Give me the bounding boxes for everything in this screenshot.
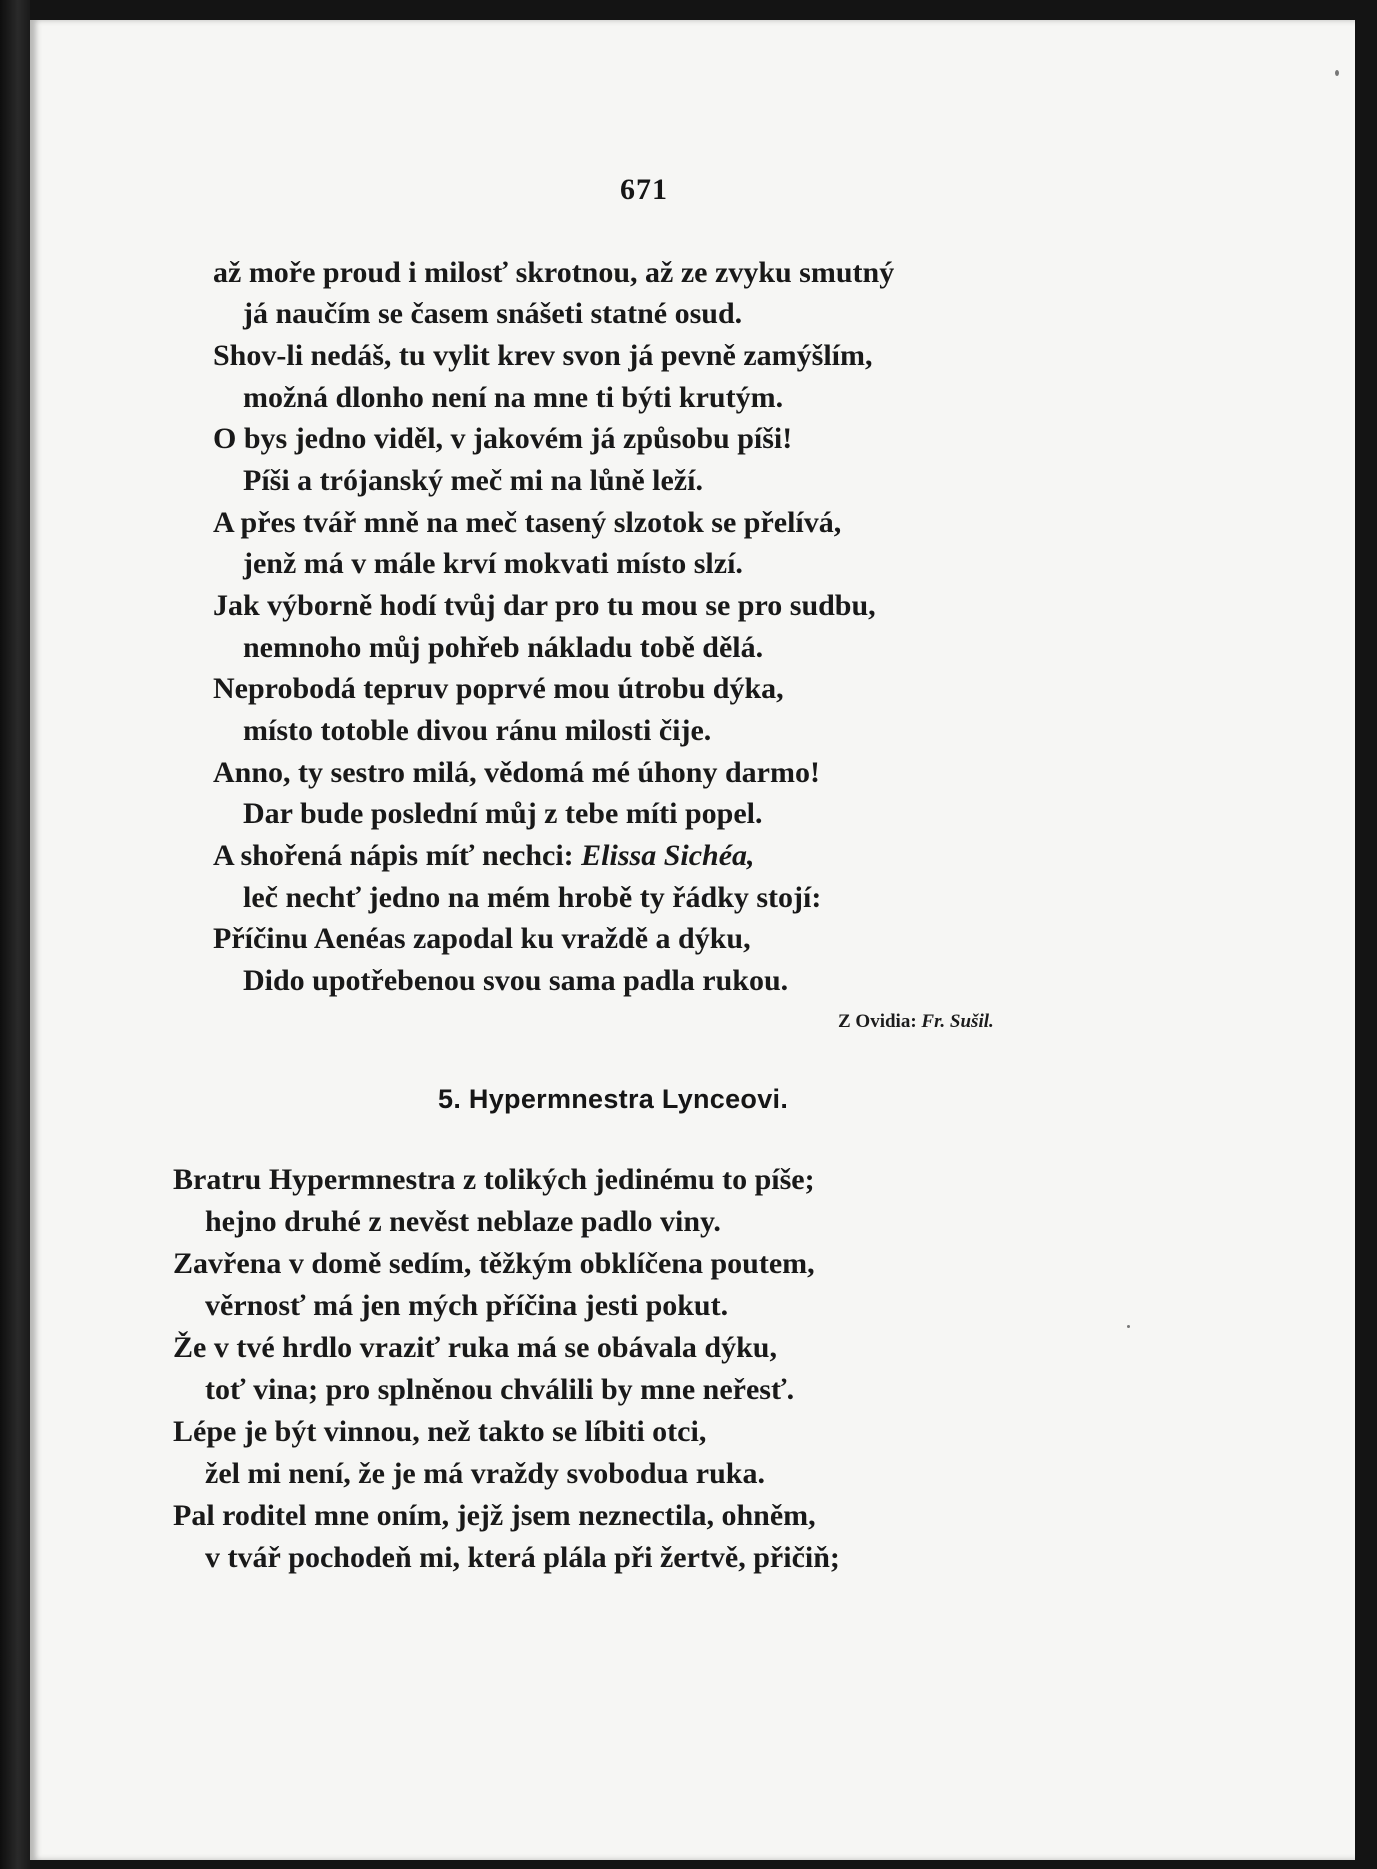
dust-speck [1127,1325,1130,1328]
poem-line: Dido upotřebenou svou sama padla rukou. [243,964,789,997]
poem-line: já naučím se časem snášeti statné osud. [243,297,743,330]
poem-line [213,841,755,871]
poem-line: Bratru Hypermnestra z tolikých jedinému to píše; [173,1163,815,1196]
poem-line: A přes tvář mně na meč tasený slzotok se přelívá, [213,506,842,539]
poem-line: jenž má v mále krví mokvati místo slzí. [243,547,743,580]
poem-line: hejno druhé z nevěst neblaze padlo viny. [205,1205,721,1238]
poem-line: leč nechť jedno na mém hrobě ty řádky stojí: [243,881,822,914]
poem-line: toť vina; pro splněnou chválili by mne neřesť. [205,1373,795,1406]
inscription-italic: Elissa Sichéa, [581,839,755,872]
poem-line: věrnosť má jen mých příčina jesti pokut. [205,1289,729,1322]
poem-line: Neprobodá tepruv poprvé mou útrobu dýka, [213,672,784,705]
poem-line: možná dlonho není na mne ti býti krutým. [243,381,784,414]
poem-line: až moře proud i milosť skrotnou, až ze zvyku smutný [213,256,895,289]
poem-line: O bys jedno viděl, v jakovém já způsobu píši! [213,422,793,455]
poem-line: Shov-li nedáš, tu vylit krev svon já pevně zamýšlím, [213,339,873,372]
poem-line: žel mi není, že je má vraždy svobodua ruka. [205,1457,765,1490]
poem-line: Lépe je být vinnou, než takto se líbiti otci, [173,1415,707,1448]
translator-attribution [838,1011,994,1033]
poem-line: Píši a trójanský meč mi na lůně leží. [243,464,703,497]
poem-line: Zavřena v domě sedím, těžkým obklíčena poutem, [173,1247,815,1280]
poem-line: nemnoho můj pohřeb nákladu tobě dělá. [243,631,764,664]
page-number: 671 [620,173,668,206]
attribution-author: Fr. Sušil. [921,1011,994,1032]
poem-line: Pal roditel mne oním, jejž jsem neznectila, ohněm, [173,1499,816,1532]
poem-line-text: A shořená nápis míť nechci: [213,839,582,872]
poem-line: Dar bude poslední můj z tebe míti popel. [243,797,763,830]
book-spine-edge [0,0,30,1869]
poem-line: Příčinu Aenéas zapodal ku vraždě a dýku, [213,922,751,955]
poem-line: Jak výborně hodí tvůj dar pro tu mou se pro sudbu, [213,589,876,622]
poem-line: místo totoble divou ránu milosti čije. [243,714,712,747]
dust-speck [1335,70,1339,76]
attribution-source: Z Ovidia: [838,1011,922,1032]
poem-line: Anno, ty sestro milá, vědomá mé úhony darmo! [213,756,820,789]
poem-line: v tvář pochodeň mi, která plála při žertvě, přičiň; [205,1541,840,1574]
poem-line: Že v tvé hrdlo vraziť ruka má se obávala dýku, [173,1331,777,1364]
section-title: 5. Hypermnestra Lynceovi. [438,1084,789,1114]
